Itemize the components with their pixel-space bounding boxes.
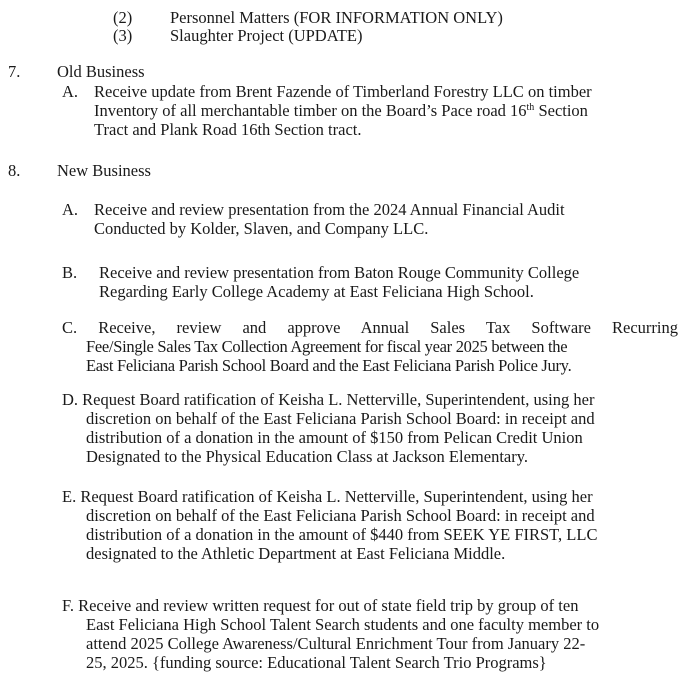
sub-item-number: (2) — [113, 8, 133, 27]
section-title: Old Business — [57, 62, 145, 81]
agenda-item-text: F. Receive and review written request for out of state field trip by group of ten East Feliciana High School Talent Search students and one faculty member to attend 2025 College Awareness/Cultural Enrichment Tour from January 22- 25, 2025. {funding source: Educational Talent Search Trio Programs} — [62, 596, 600, 672]
agenda-item-text: Receive update from Brent Fazende of Timberland Forestry LLC on timber Inventory of all merchantable timber on the Board’s Pace road 16th Section Tract and Plank Road 16th Section tract. — [94, 82, 592, 139]
item-letter: B. — [62, 263, 78, 282]
section-number: 8. — [8, 161, 21, 180]
sub-item-text: Personnel Matters (FOR INFORMATION ONLY) — [170, 8, 503, 27]
item-letter: A. — [62, 82, 79, 101]
agenda-item-text: Receive and review presentation from the 2024 Annual Financial Audit Conducted by Kolder, Slaven, and Company LLC. — [94, 200, 565, 238]
item-letter: A. — [62, 200, 79, 219]
section-number: 7. — [8, 62, 21, 81]
sub-item-text: Slaughter Project (UPDATE) — [170, 26, 363, 45]
agenda-item-text: Receive and review presentation from Baton Rouge Community College Regarding Early College Academy at East Feliciana High School. — [99, 263, 580, 301]
agenda-item-text: E. Request Board ratification of Keisha L. Netterville, Superintendent, using her discretion on behalf of the East Feliciana Parish School Board: in receipt and distribution of a donation in the amount of $440 from SEEK YE FIRST, LLC designated to the Athletic Department at East Feliciana Middle. — [62, 487, 598, 563]
sub-item-number: (3) — [113, 26, 133, 45]
section-title: New Business — [57, 161, 151, 180]
agenda-item-text: D. Request Board ratification of Keisha L. Netterville, Superintendent, using her discretion on behalf of the East Feliciana Parish School Board: in receipt and distribution of a donation in the amount of $150 from Pelican Credit Union Designated to the Physical Education Class at Jackson Elementary. — [62, 390, 595, 466]
agenda-item-text: C. Receive, review and approve Annual Sales Tax Software Recurring Fee/Single Sales Tax Collection Agreement for fiscal year 2025 between the East Feliciana Parish School Board and the East Feliciana Parish Police Jury. — [62, 318, 678, 375]
